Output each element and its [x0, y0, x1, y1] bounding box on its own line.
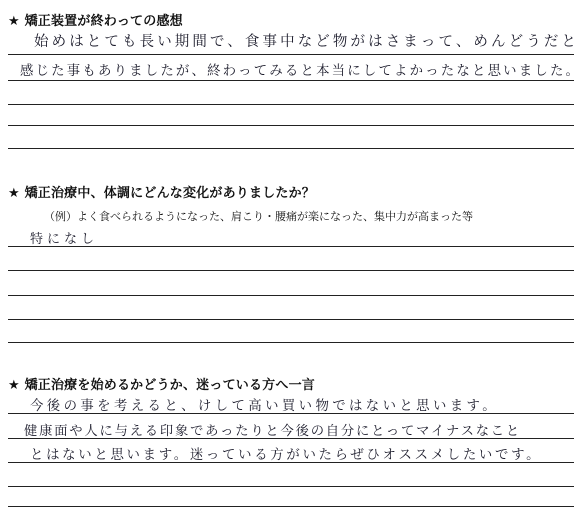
handwritten-answer-line: 健康面や人に与える印象であったりと今後の自分にとってマイナスなこと	[24, 424, 521, 439]
section-heading: ★ 矯正治療中、体調にどんな変化がありましたか？	[8, 186, 315, 201]
example-text: （例）よく食べられるようになった、肩こり・腰痛が楽になった、集中力が高まった等	[44, 210, 473, 223]
section-heading: ★ 矯正装置が終わっての感想	[8, 14, 183, 29]
handwritten-answer-line: とはないと思います。迷っている方がいたらぜひオススメしたいです。	[30, 448, 543, 463]
handwritten-answer-line: 今後の事を考えると、けして高い買い物ではないと思います。	[30, 399, 500, 414]
answer-rule	[8, 80, 574, 81]
answer-rule	[8, 319, 574, 320]
answer-rule	[8, 125, 574, 126]
handwritten-answer-line: 特になし	[30, 232, 99, 247]
answer-rule	[8, 342, 574, 343]
answer-rule	[8, 148, 574, 149]
answer-rule	[8, 486, 574, 487]
answer-rule	[8, 104, 574, 105]
answer-rule	[8, 506, 574, 507]
answer-rule	[8, 246, 574, 247]
answer-rule	[8, 438, 574, 439]
handwritten-answer-line: 始めはとても長い期間で、食事中など物がはさまって、めんどうだと	[34, 34, 580, 50]
answer-rule	[8, 270, 574, 271]
answer-rule	[8, 295, 574, 296]
answer-rule	[8, 462, 574, 463]
answer-rule	[8, 54, 574, 55]
answer-rule	[8, 413, 574, 414]
section-heading: ★ 矯正治療を始めるかどうか、迷っている方へ一言	[8, 378, 315, 393]
handwritten-answer-line: 感じた事もありましたが、終わってみると本当にしてよかったなと思いました。	[20, 64, 582, 79]
